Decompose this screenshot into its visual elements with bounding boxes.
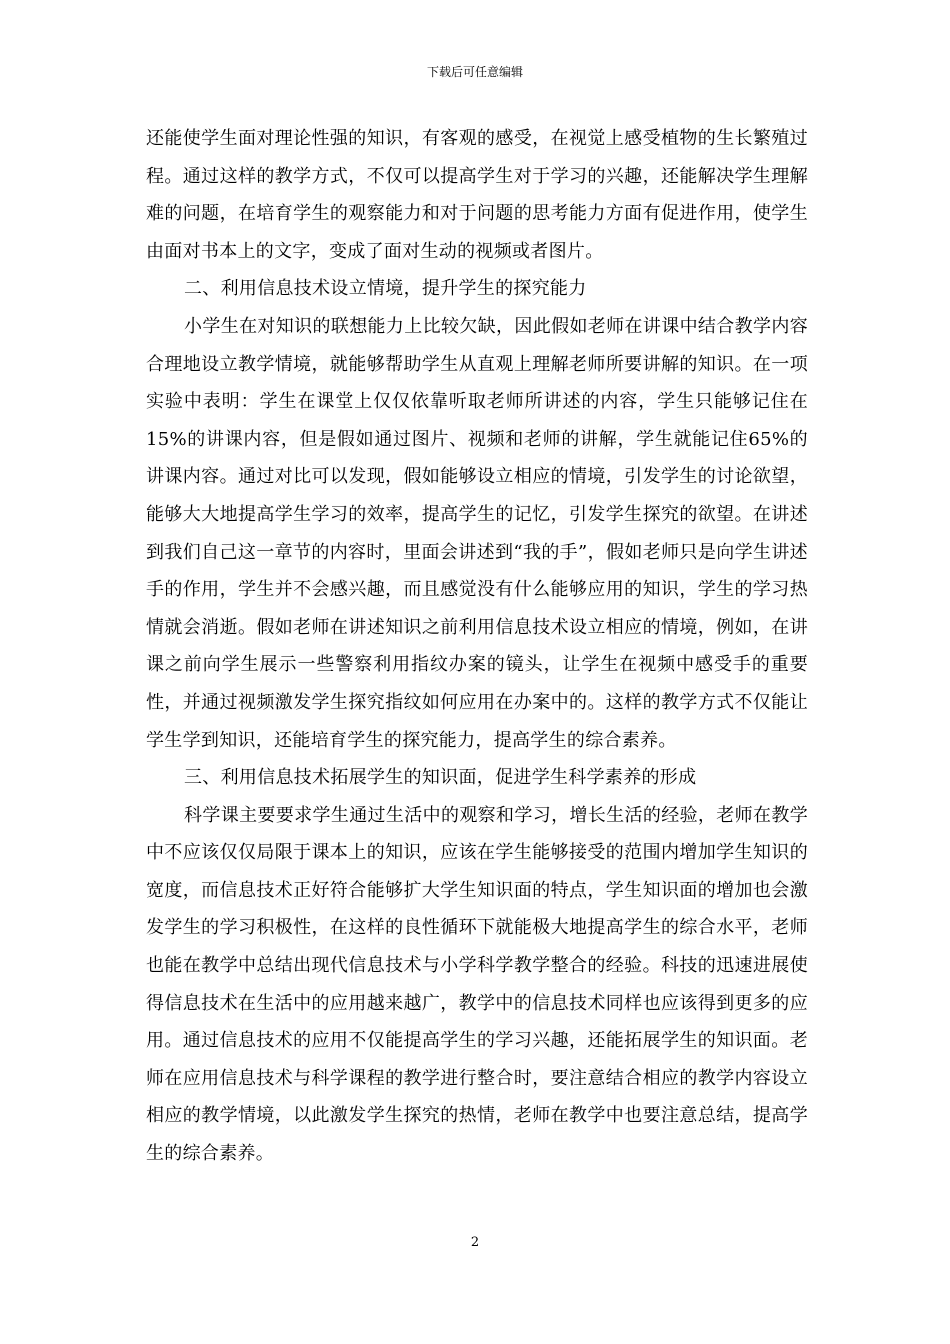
page-header: 下载后可任意编辑	[426, 65, 523, 79]
paragraph-section-3: 科学课主要要求学生通过生活中的观察和学习，增长生活的经验，老师在教学中不应该仅仅局限于课本上的知识，应该在学生能够接受的范围内增加学生知识的宽度，而信息技术正好符合能够扩大学生知识面的特点，学生知识面的增加也会激发学生的学习积极性，在这样的良性循环下就能极大地提高学生的综合水平，老师也能在教学中总结出现代信息技术与小学科学教学整合的经验。科技的迅速进展使得信息技术在生活中的应用越来越广，教学中的信息技术同样也应该得到更多的应用。通过信息技术的应用不仅能提高学生的学习兴趣，还能拓展学生的知识面。老师在应用信息技术与科学课程的教学进行整合时，要注意结合相应的教学内容设立相应的教学情境，以此激发学生探究的热情，老师在教学中也要注意总结，提高学生的综合素养。	[146, 804, 808, 1165]
section-heading-2: 二、利用信息技术设立情境，提升学生的探究能力	[184, 278, 587, 300]
document-body	[146, 120, 808, 1173]
page-number: 2	[470, 1235, 480, 1250]
section-heading-3: 三、利用信息技术拓展学生的知识面，促进学生科学素养的形成	[184, 767, 697, 789]
paragraph-continuation: 还能使学生面对理论性强的知识，有客观的感受，在视觉上感受植物的生长繁殖过程。通过这样的教学方式，不仅可以提高学生对于学习的兴趣，还能解决学生理解难的问题，在培育学生的观察能力和对于问题的思考能力方面有促进作用，使学生由面对书本上的文字，变成了面对生动的视频或者图片。	[146, 128, 808, 262]
paragraph-section-2: 小学生在对知识的联想能力上比较欠缺，因此假如老师在讲课中结合教学内容合理地设立教学情境，就能够帮助学生从直观上理解老师所要讲解的知识。在一项实验中表明：学生在课堂上仅仅依靠听取老师所讲述的内容，学生只能够记住在15%的讲课内容，但是假如通过图片、视频和老师的讲解，学生就能记住65%的讲课内容。通过对比可以发现，假如能够设立相应的情境，引发学生的讨论欲望，能够大大地提高学生学习的效率，提高学生的记忆，引发学生探究的欲望。在讲述到我们自己这一章节的内容时，里面会讲述到“我的手”，假如老师只是向学生讲述手的作用，学生并不会感兴趣，而且感觉没有什么能够应用的知识，学生的学习热情就会消逝。假如老师在讲述知识之前利用信息技术设立相应的情境，例如，在讲课之前向学生展示一些警察利用指纹办案的镜头，让学生在视频中感受手的重要性，并通过视频激发学生探究指纹如何应用在办案中的。这样的教学方式不仅能让学生学到知识，还能培育学生的探究能力，提高学生的综合素养。	[146, 315, 808, 751]
